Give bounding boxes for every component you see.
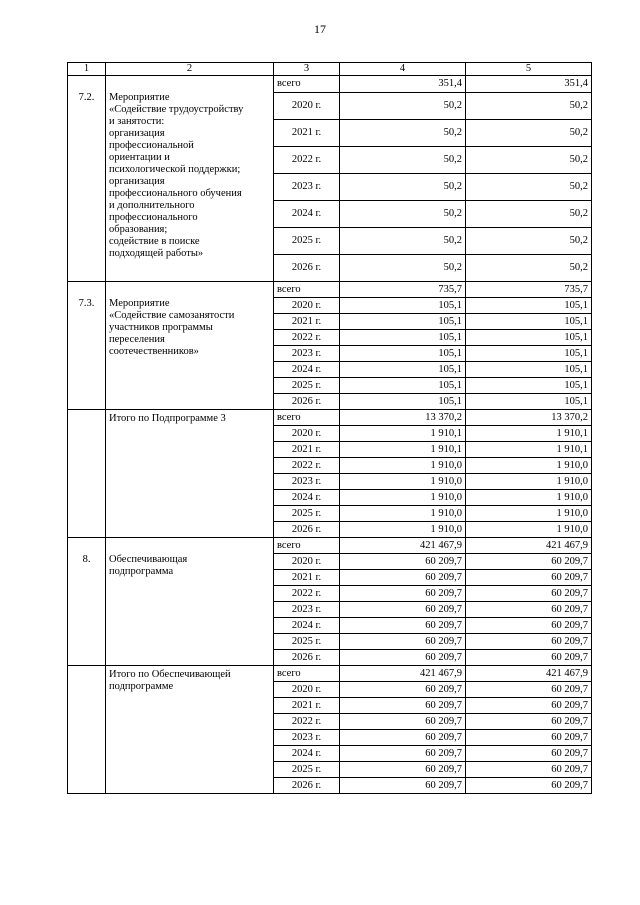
value-col4: 60 209,7 (340, 554, 466, 570)
value-col4: 60 209,7 (340, 730, 466, 746)
description-line: Мероприятие (109, 92, 170, 103)
description-line: ориентации и (109, 152, 170, 163)
year-label: 2020 г. (274, 426, 340, 442)
value-col5: 60 209,7 (466, 570, 592, 586)
description-line: психологической поддержки; (109, 164, 241, 175)
value-col4: 1 910,1 (340, 426, 466, 442)
year-label: 2022 г. (274, 330, 340, 346)
value-col5: 105,1 (466, 298, 592, 314)
description-line: и дополнительного (109, 200, 195, 211)
value-col4: 421 467,9 (340, 666, 466, 682)
value-col5: 60 209,7 (466, 698, 592, 714)
value-col5: 60 209,7 (466, 778, 592, 794)
year-label: 2025 г. (274, 228, 340, 255)
description-line: Мероприятие (109, 298, 170, 309)
column-header: 5 (466, 63, 592, 76)
value-col5: 105,1 (466, 394, 592, 410)
column-header: 2 (106, 63, 274, 76)
value-col4: 50,2 (340, 93, 466, 120)
description-line: подходящей работы» (109, 248, 204, 259)
value-col5: 50,2 (466, 93, 592, 120)
description-line: профессионального (109, 212, 198, 223)
value-col4: 1 910,0 (340, 506, 466, 522)
value-col4: 60 209,7 (340, 650, 466, 666)
value-col4: 50,2 (340, 174, 466, 201)
value-col4: 60 209,7 (340, 746, 466, 762)
year-label: 2023 г. (274, 474, 340, 490)
year-label: 2022 г. (274, 458, 340, 474)
year-label: 2023 г. (274, 602, 340, 618)
value-col5: 1 910,0 (466, 474, 592, 490)
value-col4: 60 209,7 (340, 682, 466, 698)
column-header: 3 (274, 63, 340, 76)
year-label: 2021 г. (274, 120, 340, 147)
item-number: 7.2. (68, 76, 106, 282)
value-col4: 105,1 (340, 346, 466, 362)
item-number (68, 410, 106, 538)
value-col4: 13 370,2 (340, 410, 466, 426)
value-col5: 421 467,9 (466, 666, 592, 682)
value-col4: 50,2 (340, 201, 466, 228)
value-col5: 50,2 (466, 147, 592, 174)
value-col5: 1 910,0 (466, 458, 592, 474)
description-line: подпрограмме (109, 681, 174, 692)
table-row (68, 282, 592, 298)
total-label: всего (274, 282, 340, 298)
table-row (68, 538, 592, 554)
value-col5: 1 910,1 (466, 426, 592, 442)
value-col5: 60 209,7 (466, 650, 592, 666)
total-label: всего (274, 410, 340, 426)
description-line: организация (109, 128, 165, 139)
description-line: профессиональной (109, 140, 194, 151)
value-col4: 60 209,7 (340, 778, 466, 794)
value-col4: 60 209,7 (340, 714, 466, 730)
value-col4: 421 467,9 (340, 538, 466, 554)
year-label: 2020 г. (274, 298, 340, 314)
description-line: Итого по Подпрограмме 3 (109, 413, 226, 424)
value-col4: 105,1 (340, 362, 466, 378)
value-col4: 60 209,7 (340, 698, 466, 714)
value-col4: 60 209,7 (340, 634, 466, 650)
year-label: 2025 г. (274, 378, 340, 394)
value-col5: 735,7 (466, 282, 592, 298)
value-col5: 50,2 (466, 174, 592, 201)
value-col5: 60 209,7 (466, 714, 592, 730)
year-label: 2020 г. (274, 93, 340, 120)
year-label: 2025 г. (274, 634, 340, 650)
value-col4: 60 209,7 (340, 602, 466, 618)
value-col4: 105,1 (340, 394, 466, 410)
value-col4: 105,1 (340, 298, 466, 314)
value-col5: 50,2 (466, 120, 592, 147)
value-col4: 1 910,0 (340, 522, 466, 538)
item-description (106, 538, 274, 666)
value-col5: 105,1 (466, 346, 592, 362)
page-number: 17 (314, 22, 326, 36)
table-row (68, 666, 592, 682)
value-col4: 735,7 (340, 282, 466, 298)
value-col4: 60 209,7 (340, 762, 466, 778)
year-label: 2024 г. (274, 746, 340, 762)
value-col5: 351,4 (466, 76, 592, 93)
value-col5: 50,2 (466, 228, 592, 255)
value-col5: 105,1 (466, 330, 592, 346)
year-label: 2024 г. (274, 201, 340, 228)
value-col4: 1 910,1 (340, 442, 466, 458)
value-col5: 421 467,9 (466, 538, 592, 554)
year-label: 2023 г. (274, 174, 340, 201)
value-col5: 60 209,7 (466, 554, 592, 570)
description-line: профессионального обучения (109, 188, 242, 199)
value-col4: 105,1 (340, 330, 466, 346)
table-row (68, 410, 592, 426)
value-col5: 1 910,0 (466, 506, 592, 522)
header-row (68, 63, 592, 76)
value-col4: 50,2 (340, 147, 466, 174)
description-line: содействие в поиске (109, 236, 200, 247)
value-col4: 60 209,7 (340, 570, 466, 586)
value-col5: 60 209,7 (466, 602, 592, 618)
total-label: всего (274, 666, 340, 682)
year-label: 2022 г. (274, 714, 340, 730)
item-description (106, 282, 274, 410)
value-col5: 1 910,0 (466, 490, 592, 506)
year-label: 2026 г. (274, 778, 340, 794)
item-description (106, 410, 274, 538)
item-description (106, 76, 274, 282)
value-col5: 105,1 (466, 314, 592, 330)
value-col4: 60 209,7 (340, 618, 466, 634)
item-number: 7.3. (68, 282, 106, 410)
value-col5: 50,2 (466, 255, 592, 282)
description-line: образования; (109, 224, 168, 235)
year-label: 2023 г. (274, 730, 340, 746)
year-label: 2025 г. (274, 762, 340, 778)
description-line: «Содействие самозанятости (109, 310, 235, 321)
value-col5: 60 209,7 (466, 586, 592, 602)
description-line: участников программы (109, 322, 213, 333)
year-label: 2024 г. (274, 362, 340, 378)
description-line: организация (109, 176, 165, 187)
description-line: Итого по Обеспечивающей (109, 669, 231, 680)
description-line: подпрограмма (109, 566, 174, 577)
total-label: всего (274, 538, 340, 554)
year-label: 2024 г. (274, 618, 340, 634)
table-row (68, 76, 592, 93)
description-line: Обеспечивающая (109, 554, 188, 565)
column-header: 4 (340, 63, 466, 76)
value-col4: 50,2 (340, 255, 466, 282)
year-label: 2023 г. (274, 346, 340, 362)
value-col4: 105,1 (340, 314, 466, 330)
value-col5: 60 209,7 (466, 730, 592, 746)
value-col5: 60 209,7 (466, 762, 592, 778)
value-col5: 13 370,2 (466, 410, 592, 426)
year-label: 2021 г. (274, 698, 340, 714)
year-label: 2026 г. (274, 650, 340, 666)
year-label: 2022 г. (274, 586, 340, 602)
year-label: 2021 г. (274, 314, 340, 330)
value-col4: 50,2 (340, 228, 466, 255)
value-col5: 1 910,1 (466, 442, 592, 458)
value-col4: 1 910,0 (340, 474, 466, 490)
value-col5: 60 209,7 (466, 682, 592, 698)
value-col5: 50,2 (466, 201, 592, 228)
year-label: 2021 г. (274, 442, 340, 458)
item-description (106, 666, 274, 794)
column-header: 1 (68, 63, 106, 76)
year-label: 2025 г. (274, 506, 340, 522)
value-col4: 351,4 (340, 76, 466, 93)
year-label: 2026 г. (274, 394, 340, 410)
value-col5: 60 209,7 (466, 634, 592, 650)
description-line: соотечественников» (109, 346, 199, 357)
value-col5: 60 209,7 (466, 746, 592, 762)
value-col5: 1 910,0 (466, 522, 592, 538)
year-label: 2026 г. (274, 255, 340, 282)
item-number (68, 666, 106, 794)
total-label: всего (274, 76, 340, 93)
value-col4: 105,1 (340, 378, 466, 394)
description-line: и занятости: (109, 116, 165, 127)
item-number: 8. (68, 538, 106, 666)
year-label: 2020 г. (274, 554, 340, 570)
year-label: 2022 г. (274, 147, 340, 174)
value-col5: 105,1 (466, 378, 592, 394)
year-label: 2021 г. (274, 570, 340, 586)
value-col4: 50,2 (340, 120, 466, 147)
description-line: «Содействие трудоустройству (109, 104, 244, 115)
budget-table (67, 62, 592, 794)
year-label: 2026 г. (274, 522, 340, 538)
year-label: 2024 г. (274, 490, 340, 506)
value-col5: 60 209,7 (466, 618, 592, 634)
value-col5: 105,1 (466, 362, 592, 378)
year-label: 2020 г. (274, 682, 340, 698)
value-col4: 60 209,7 (340, 586, 466, 602)
value-col4: 1 910,0 (340, 490, 466, 506)
description-line: переселения (109, 334, 165, 345)
value-col4: 1 910,0 (340, 458, 466, 474)
